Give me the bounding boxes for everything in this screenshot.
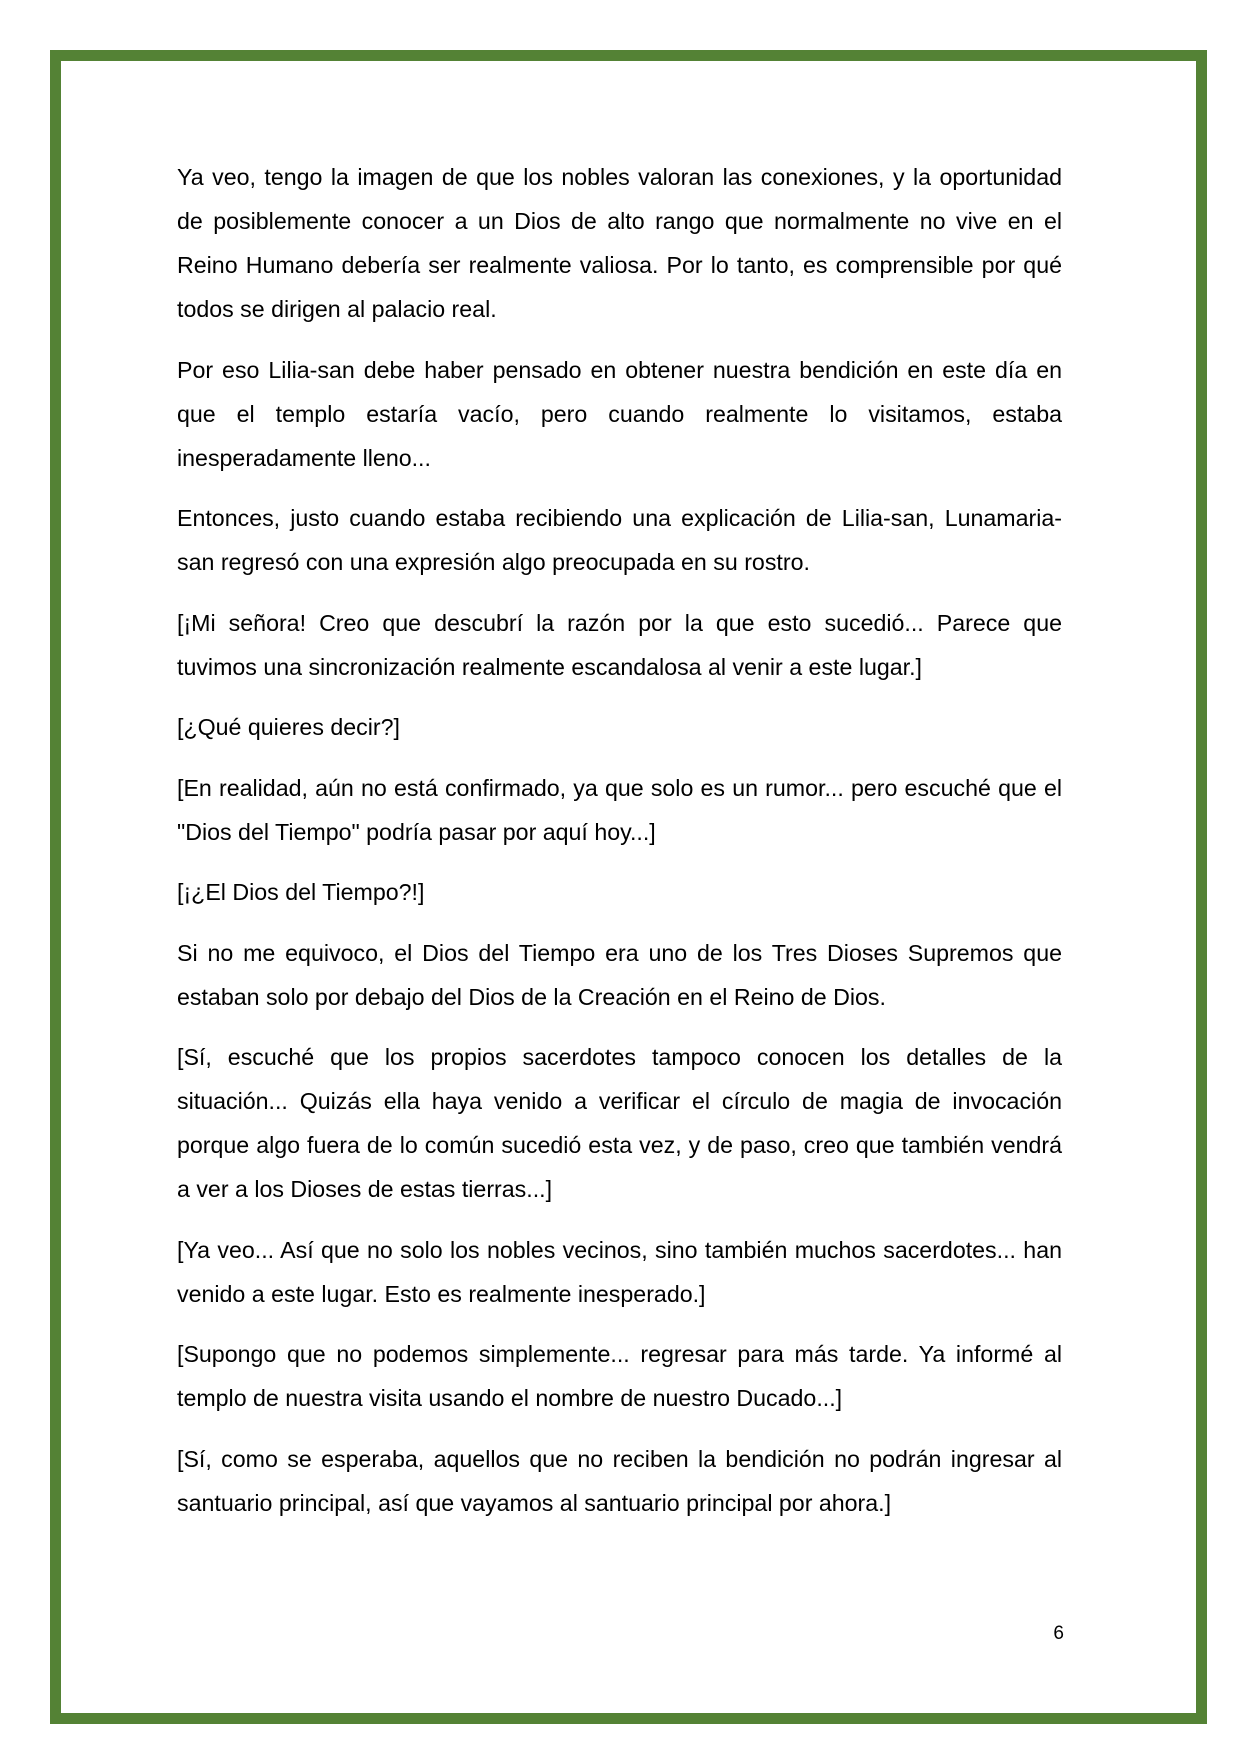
dialogue-paragraph: [Sí, como se esperaba, aquellos que no reciben la bendición no podrán ingresar al santuario principal, así que vayamos al santuario principal por ahora.] bbox=[177, 1445, 1062, 1516]
dialogue-paragraph: [¿Qué quieres decir?] bbox=[177, 714, 400, 740]
paragraph: Ya veo, tengo la imagen de que los nobles valoran las conexiones, y la oportunidad de posiblemente conocer a un Dios de alto rango que normalmente no vive en el Reino Humano debería ser realmente valiosa. Por lo tanto, es comprensible por qué todos se dirigen al palacio real. bbox=[177, 164, 1062, 322]
page-number: 6 bbox=[1053, 1623, 1064, 1644]
dialogue-paragraph: [Ya veo... Así que no solo los nobles vecinos, sino también muchos sacerdotes... han venido a este lugar. Esto es realmente inesperado.] bbox=[177, 1236, 1062, 1307]
paragraph: Si no me equivoco, el Dios del Tiempo era uno de los Tres Dioses Supremos que estaban solo por debajo del Dios de la Creación en el Reino de Dios. bbox=[177, 939, 1062, 1010]
dialogue-paragraph: [En realidad, aún no está confirmado, ya que solo es un rumor... pero escuché que el "Dios del Tiempo" podría pasar por aquí hoy...] bbox=[177, 774, 1062, 845]
dialogue-paragraph: [Sí, escuché que los propios sacerdotes tampoco conocen los detalles de la situación... Quizás ella haya venido a verificar el círculo de magia de invocación porque algo fuera de lo común sucedió esta vez, y de paso, creo que también vendrá a ver a los Dioses de estas tierras...] bbox=[177, 1044, 1062, 1202]
paragraph: Entonces, justo cuando estaba recibiendo una explicación de Lilia-san, Lunamaria-san regresó con una expresión algo preocupada en su rostro. bbox=[177, 505, 1062, 575]
document-body bbox=[177, 155, 1062, 1541]
dialogue-paragraph: [¡Mi señora! Creo que descubrí la razón por la que esto sucedió... Parece que tuvimos una sincronización realmente escandalosa al venir a este lugar.] bbox=[177, 609, 1062, 680]
dialogue-paragraph: [¡¿El Dios del Tiempo?!] bbox=[177, 879, 425, 905]
dialogue-paragraph: [Supongo que no podemos simplemente... regresar para más tarde. Ya informé al templo de nuestra visita usando el nombre de nuestro Ducado...] bbox=[177, 1341, 1062, 1411]
paragraph: Por eso Lilia-san debe haber pensado en obtener nuestra bendición en este día en que el templo estaría vacío, pero cuando realmente lo visitamos, estaba inesperadamente lleno... bbox=[177, 356, 1062, 471]
